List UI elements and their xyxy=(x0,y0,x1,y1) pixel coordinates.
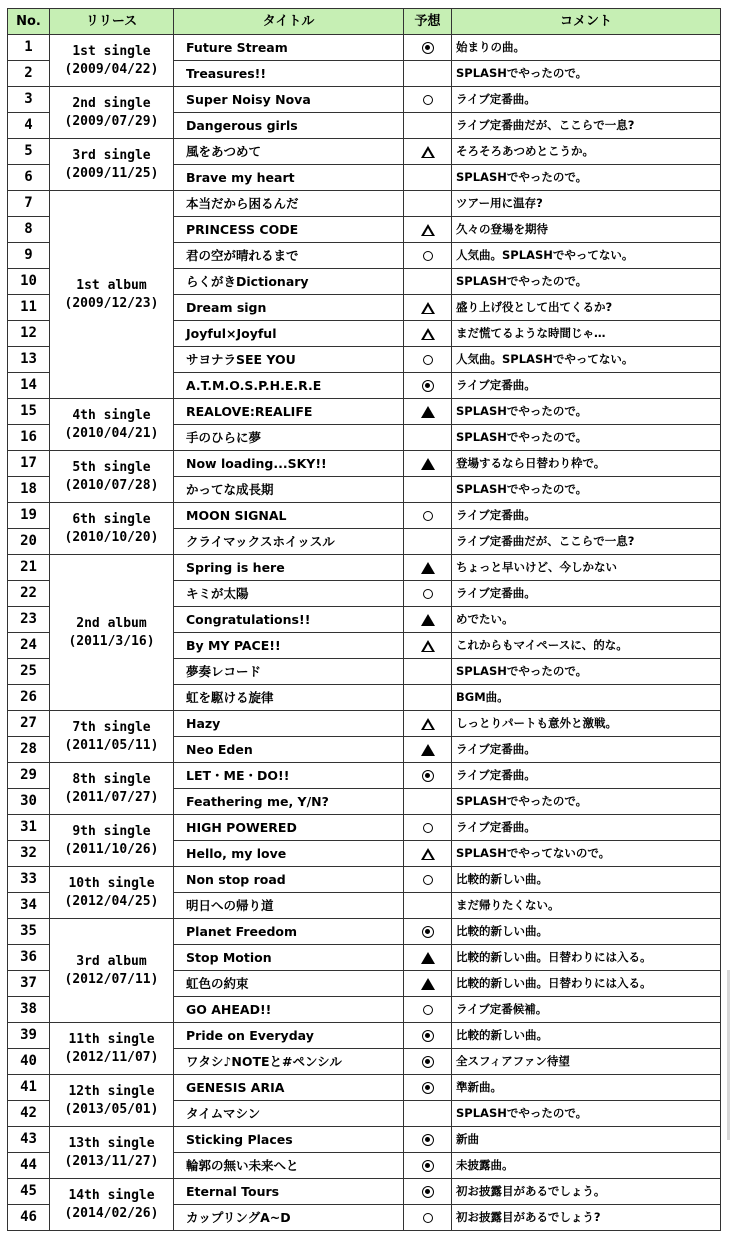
filled-triangle-icon xyxy=(421,458,435,470)
table-row xyxy=(8,919,721,945)
comment-cell: SPLASHでやってないので。 xyxy=(452,841,721,867)
comment-cell: SPLASHでやったので。 xyxy=(452,1101,721,1127)
track-number: 41 xyxy=(8,1075,50,1101)
track-title: 手のひらに夢 xyxy=(174,425,404,451)
track-title: Dangerous girls xyxy=(174,113,404,139)
circle-icon xyxy=(423,95,433,105)
release-name: 3rd single xyxy=(72,147,151,163)
prediction-cell xyxy=(404,659,452,685)
release-cell xyxy=(50,1179,174,1231)
prediction-cell xyxy=(404,1127,452,1153)
prediction-cell xyxy=(404,815,452,841)
release-name: 2nd single xyxy=(72,95,151,111)
track-number: 36 xyxy=(8,945,50,971)
comment-cell: SPLASHでやったので。 xyxy=(452,659,721,685)
prediction-cell xyxy=(404,347,452,373)
release-name: 7th single xyxy=(72,719,151,735)
release-date: (2010/10/20) xyxy=(64,529,159,545)
prediction-cell xyxy=(404,529,452,555)
track-title: Sticking Places xyxy=(174,1127,404,1153)
release-cell xyxy=(50,35,174,87)
table-row xyxy=(8,139,721,165)
circle-icon xyxy=(423,1005,433,1015)
filled-triangle-icon xyxy=(421,614,435,626)
header-release: リリース xyxy=(50,9,174,35)
comment-cell: ツアー用に温存? xyxy=(452,191,721,217)
table-row xyxy=(8,87,721,113)
prediction-cell xyxy=(404,789,452,815)
comment-cell: 比較的新しい曲。 xyxy=(452,1023,721,1049)
release-name: 9th single xyxy=(72,823,151,839)
triangle-icon xyxy=(421,718,435,730)
prediction-cell xyxy=(404,217,452,243)
prediction-cell xyxy=(404,35,452,61)
release-name: 6th single xyxy=(72,511,151,527)
double-circle-icon xyxy=(422,1186,434,1198)
comment-cell: 全スフィアファン待望 xyxy=(452,1049,721,1075)
comment-cell: 準新曲。 xyxy=(452,1075,721,1101)
release-cell xyxy=(50,867,174,919)
table-row xyxy=(8,399,721,425)
track-number: 44 xyxy=(8,1153,50,1179)
track-title: タイムマシン xyxy=(174,1101,404,1127)
track-title: Feathering me, Y/N? xyxy=(174,789,404,815)
comment-cell: 始まりの曲。 xyxy=(452,35,721,61)
table-row xyxy=(8,1075,721,1101)
track-title: GENESIS ARIA xyxy=(174,1075,404,1101)
prediction-cell xyxy=(404,399,452,425)
release-name: 2nd album xyxy=(76,615,147,631)
comment-cell: ライブ定番曲。 xyxy=(452,581,721,607)
filled-triangle-icon xyxy=(421,562,435,574)
triangle-icon xyxy=(421,146,435,158)
release-cell xyxy=(50,503,174,555)
track-title: Brave my heart xyxy=(174,165,404,191)
prediction-cell xyxy=(404,61,452,87)
track-title: 本当だから困るんだ xyxy=(174,191,404,217)
track-title: Hazy xyxy=(174,711,404,737)
prediction-cell xyxy=(404,1049,452,1075)
prediction-cell xyxy=(404,841,452,867)
comment-cell: 比較的新しい曲。日替わりには入る。 xyxy=(452,971,721,997)
release-date: (2009/07/29) xyxy=(64,113,159,129)
circle-icon xyxy=(423,875,433,885)
comment-cell: ライブ定番曲。 xyxy=(452,87,721,113)
comment-cell: 未披露曲。 xyxy=(452,1153,721,1179)
release-cell xyxy=(50,711,174,763)
comment-cell: ちょっと早いけど、今しかない xyxy=(452,555,721,581)
comment-cell: そろそろあつめとこうか。 xyxy=(452,139,721,165)
filled-triangle-icon xyxy=(421,952,435,964)
track-title: 風をあつめて xyxy=(174,139,404,165)
release-name: 12th single xyxy=(68,1083,155,1099)
track-title: Eternal Tours xyxy=(174,1179,404,1205)
track-title: Congratulations!! xyxy=(174,607,404,633)
table-row xyxy=(8,1023,721,1049)
double-circle-icon xyxy=(422,380,434,392)
comment-cell: 新曲 xyxy=(452,1127,721,1153)
double-circle-icon xyxy=(422,1030,434,1042)
prediction-cell xyxy=(404,165,452,191)
comment-cell: BGM曲。 xyxy=(452,685,721,711)
release-cell xyxy=(50,1075,174,1127)
table-row xyxy=(8,451,721,477)
release-date: (2010/07/28) xyxy=(64,477,159,493)
comment-cell: 比較的新しい曲。 xyxy=(452,867,721,893)
track-number: 29 xyxy=(8,763,50,789)
double-circle-icon xyxy=(422,1082,434,1094)
prediction-cell xyxy=(404,477,452,503)
track-number: 14 xyxy=(8,373,50,399)
track-title: PRINCESS CODE xyxy=(174,217,404,243)
comment-cell: SPLASHでやったので。 xyxy=(452,165,721,191)
track-title: サヨナラSEE YOU xyxy=(174,347,404,373)
track-title: REALOVE:REALIFE xyxy=(174,399,404,425)
comment-cell: SPLASHでやったので。 xyxy=(452,789,721,815)
prediction-cell xyxy=(404,1101,452,1127)
prediction-cell xyxy=(404,503,452,529)
release-cell xyxy=(50,399,174,451)
table-row xyxy=(8,763,721,789)
prediction-cell xyxy=(404,321,452,347)
setlist-prediction-table xyxy=(7,8,721,1231)
triangle-icon xyxy=(421,328,435,340)
track-number: 27 xyxy=(8,711,50,737)
release-date: (2009/04/22) xyxy=(64,61,159,77)
track-number: 16 xyxy=(8,425,50,451)
track-number: 20 xyxy=(8,529,50,555)
double-circle-icon xyxy=(422,926,434,938)
comment-cell: 比較的新しい曲。 xyxy=(452,919,721,945)
track-title: A.T.M.O.S.P.H.E.R.E xyxy=(174,373,404,399)
track-title: LET・ME・DO!! xyxy=(174,763,404,789)
filled-triangle-icon xyxy=(421,978,435,990)
release-name: 10th single xyxy=(68,875,155,891)
prediction-cell xyxy=(404,87,452,113)
double-circle-icon xyxy=(422,42,434,54)
circle-icon xyxy=(423,823,433,833)
triangle-icon xyxy=(421,640,435,652)
prediction-cell xyxy=(404,867,452,893)
prediction-cell xyxy=(404,373,452,399)
track-title: ワタシ♪NOTEと#ペンシル xyxy=(174,1049,404,1075)
track-number: 12 xyxy=(8,321,50,347)
prediction-cell xyxy=(404,685,452,711)
comment-cell: 人気曲。SPLASHでやってない。 xyxy=(452,347,721,373)
comment-cell: SPLASHでやったので。 xyxy=(452,399,721,425)
track-number: 38 xyxy=(8,997,50,1023)
comment-cell: ライブ定番曲だが、ここらで一息? xyxy=(452,529,721,555)
release-date: (2012/11/07) xyxy=(64,1049,159,1065)
circle-icon xyxy=(423,589,433,599)
comment-cell: SPLASHでやったので。 xyxy=(452,477,721,503)
track-number: 24 xyxy=(8,633,50,659)
triangle-icon xyxy=(421,224,435,236)
track-title: Pride on Everyday xyxy=(174,1023,404,1049)
release-name: 1st single xyxy=(72,43,151,59)
prediction-cell xyxy=(404,945,452,971)
prediction-cell xyxy=(404,555,452,581)
prediction-cell xyxy=(404,763,452,789)
table-row xyxy=(8,191,721,217)
prediction-cell xyxy=(404,1179,452,1205)
comment-cell: ライブ定番曲。 xyxy=(452,503,721,529)
track-title: Treasures!! xyxy=(174,61,404,87)
comment-cell: めでたい。 xyxy=(452,607,721,633)
release-date: (2011/05/11) xyxy=(64,737,159,753)
release-name: 4th single xyxy=(72,407,151,423)
track-title: Joyful×Joyful xyxy=(174,321,404,347)
track-number: 6 xyxy=(8,165,50,191)
double-circle-icon xyxy=(422,1160,434,1172)
release-date: (2009/12/23) xyxy=(64,295,159,311)
release-date: (2011/3/16) xyxy=(68,633,155,649)
prediction-cell xyxy=(404,269,452,295)
header-title: タイトル xyxy=(174,9,404,35)
track-number: 7 xyxy=(8,191,50,217)
prediction-cell xyxy=(404,113,452,139)
comment-cell: しっとりパートも意外と激戦。 xyxy=(452,711,721,737)
track-title: Hello, my love xyxy=(174,841,404,867)
prediction-cell xyxy=(404,191,452,217)
prediction-cell xyxy=(404,581,452,607)
track-number: 10 xyxy=(8,269,50,295)
track-number: 35 xyxy=(8,919,50,945)
track-number: 28 xyxy=(8,737,50,763)
release-date: (2011/07/27) xyxy=(64,789,159,805)
track-title: 君の空が晴れるまで xyxy=(174,243,404,269)
table-row xyxy=(8,867,721,893)
prediction-cell xyxy=(404,425,452,451)
track-number: 19 xyxy=(8,503,50,529)
track-number: 17 xyxy=(8,451,50,477)
release-name: 11th single xyxy=(68,1031,155,1047)
prediction-cell xyxy=(404,1075,452,1101)
table-body xyxy=(8,35,721,1231)
comment-cell: SPLASHでやったので。 xyxy=(452,425,721,451)
circle-icon xyxy=(423,511,433,521)
track-number: 33 xyxy=(8,867,50,893)
comment-cell: ライブ定番曲。 xyxy=(452,763,721,789)
release-cell xyxy=(50,1127,174,1179)
track-title: 虹色の約束 xyxy=(174,971,404,997)
prediction-cell xyxy=(404,451,452,477)
prediction-cell xyxy=(404,633,452,659)
release-cell xyxy=(50,87,174,139)
prediction-cell xyxy=(404,997,452,1023)
track-title: キミが太陽 xyxy=(174,581,404,607)
track-number: 31 xyxy=(8,815,50,841)
track-number: 1 xyxy=(8,35,50,61)
filled-triangle-icon xyxy=(421,744,435,756)
track-number: 26 xyxy=(8,685,50,711)
comment-cell: まだ慌てるような時間じゃ… xyxy=(452,321,721,347)
table-row xyxy=(8,555,721,581)
release-name: 5th single xyxy=(72,459,151,475)
track-title: 虹を駆ける旋律 xyxy=(174,685,404,711)
prediction-cell xyxy=(404,1153,452,1179)
comment-cell: ライブ定番曲。 xyxy=(452,373,721,399)
track-title: Future Stream xyxy=(174,35,404,61)
track-number: 5 xyxy=(8,139,50,165)
table-row xyxy=(8,1179,721,1205)
triangle-icon xyxy=(421,848,435,860)
track-number: 46 xyxy=(8,1205,50,1231)
prediction-cell xyxy=(404,1023,452,1049)
release-name: 8th single xyxy=(72,771,151,787)
track-number: 30 xyxy=(8,789,50,815)
circle-icon xyxy=(423,355,433,365)
track-number: 8 xyxy=(8,217,50,243)
release-cell xyxy=(50,191,174,399)
table-row xyxy=(8,1127,721,1153)
track-number: 40 xyxy=(8,1049,50,1075)
comment-cell: ライブ定番曲。 xyxy=(452,815,721,841)
release-cell xyxy=(50,815,174,867)
circle-icon xyxy=(423,1213,433,1223)
comment-cell: 人気曲。SPLASHでやってない。 xyxy=(452,243,721,269)
prediction-cell xyxy=(404,893,452,919)
track-title: Spring is here xyxy=(174,555,404,581)
prediction-cell xyxy=(404,243,452,269)
track-title: 輪郭の無い未来へと xyxy=(174,1153,404,1179)
track-title: By MY PACE!! xyxy=(174,633,404,659)
prediction-cell xyxy=(404,295,452,321)
prediction-cell xyxy=(404,711,452,737)
comment-cell: 初お披露目があるでしょう。 xyxy=(452,1179,721,1205)
track-title: MOON SIGNAL xyxy=(174,503,404,529)
track-number: 45 xyxy=(8,1179,50,1205)
comment-cell: 久々の登場を期待 xyxy=(452,217,721,243)
release-cell xyxy=(50,763,174,815)
track-title: Now loading...SKY!! xyxy=(174,451,404,477)
track-number: 25 xyxy=(8,659,50,685)
track-title: Super Noisy Nova xyxy=(174,87,404,113)
track-number: 37 xyxy=(8,971,50,997)
track-title: HIGH POWERED xyxy=(174,815,404,841)
track-title: Non stop road xyxy=(174,867,404,893)
release-date: (2012/04/25) xyxy=(64,893,159,909)
comment-cell: まだ帰りたくない。 xyxy=(452,893,721,919)
release-cell xyxy=(50,451,174,503)
comment-cell: ライブ定番曲。 xyxy=(452,737,721,763)
comment-cell: 盛り上げ役として出てくるか? xyxy=(452,295,721,321)
release-cell xyxy=(50,139,174,191)
comment-cell: これからもマイペースに、的な。 xyxy=(452,633,721,659)
release-date: (2010/04/21) xyxy=(64,425,159,441)
comment-cell: 登場するなら日替わり枠で。 xyxy=(452,451,721,477)
comment-cell: ライブ定番曲だが、ここらで一息? xyxy=(452,113,721,139)
release-date: (2009/11/25) xyxy=(64,165,159,181)
table-row xyxy=(8,503,721,529)
release-cell xyxy=(50,555,174,711)
track-number: 21 xyxy=(8,555,50,581)
release-date: (2013/05/01) xyxy=(64,1101,159,1117)
track-number: 11 xyxy=(8,295,50,321)
header-row xyxy=(8,9,721,35)
track-number: 2 xyxy=(8,61,50,87)
comment-cell: ライブ定番候補。 xyxy=(452,997,721,1023)
track-title: クライマックスホイッスル xyxy=(174,529,404,555)
track-number: 22 xyxy=(8,581,50,607)
track-title: GO AHEAD!! xyxy=(174,997,404,1023)
track-number: 34 xyxy=(8,893,50,919)
release-name: 1st album xyxy=(76,277,147,293)
header-no: No. xyxy=(8,9,50,35)
release-cell xyxy=(50,1023,174,1075)
release-date: (2014/02/26) xyxy=(64,1205,159,1221)
circle-icon xyxy=(423,251,433,261)
track-title: カップリングA~D xyxy=(174,1205,404,1231)
prediction-cell xyxy=(404,139,452,165)
release-date: (2012/07/11) xyxy=(64,971,159,987)
track-title: Neo Eden xyxy=(174,737,404,763)
comment-cell: SPLASHでやったので。 xyxy=(452,269,721,295)
double-circle-icon xyxy=(422,770,434,782)
track-number: 4 xyxy=(8,113,50,139)
track-title: Planet Freedom xyxy=(174,919,404,945)
table-row xyxy=(8,711,721,737)
track-number: 43 xyxy=(8,1127,50,1153)
track-title: 夢奏レコード xyxy=(174,659,404,685)
header-comment: コメント xyxy=(452,9,721,35)
prediction-cell xyxy=(404,971,452,997)
prediction-cell xyxy=(404,737,452,763)
track-title: かってな成長期 xyxy=(174,477,404,503)
release-date: (2013/11/27) xyxy=(64,1153,159,1169)
table-row xyxy=(8,35,721,61)
comment-cell: 比較的新しい曲。日替わりには入る。 xyxy=(452,945,721,971)
track-number: 18 xyxy=(8,477,50,503)
release-name: 3rd album xyxy=(76,953,147,969)
table-row xyxy=(8,815,721,841)
prediction-cell xyxy=(404,1205,452,1231)
track-number: 13 xyxy=(8,347,50,373)
track-number: 3 xyxy=(8,87,50,113)
track-number: 32 xyxy=(8,841,50,867)
filled-triangle-icon xyxy=(421,406,435,418)
prediction-cell xyxy=(404,607,452,633)
comment-cell: SPLASHでやったので。 xyxy=(452,61,721,87)
track-title: らくがきDictionary xyxy=(174,269,404,295)
release-date: (2011/10/26) xyxy=(64,841,159,857)
prediction-cell xyxy=(404,919,452,945)
comment-cell: 初お披露目があるでしょう? xyxy=(452,1205,721,1231)
track-title: 明日への帰り道 xyxy=(174,893,404,919)
header-prediction: 予想 xyxy=(404,9,452,35)
track-number: 39 xyxy=(8,1023,50,1049)
release-name: 14th single xyxy=(68,1187,155,1203)
track-number: 42 xyxy=(8,1101,50,1127)
release-name: 13th single xyxy=(68,1135,155,1151)
release-cell xyxy=(50,919,174,1023)
track-title: Stop Motion xyxy=(174,945,404,971)
double-circle-icon xyxy=(422,1056,434,1068)
double-circle-icon xyxy=(422,1134,434,1146)
track-number: 15 xyxy=(8,399,50,425)
track-number: 9 xyxy=(8,243,50,269)
triangle-icon xyxy=(421,302,435,314)
track-title: Dream sign xyxy=(174,295,404,321)
track-number: 23 xyxy=(8,607,50,633)
